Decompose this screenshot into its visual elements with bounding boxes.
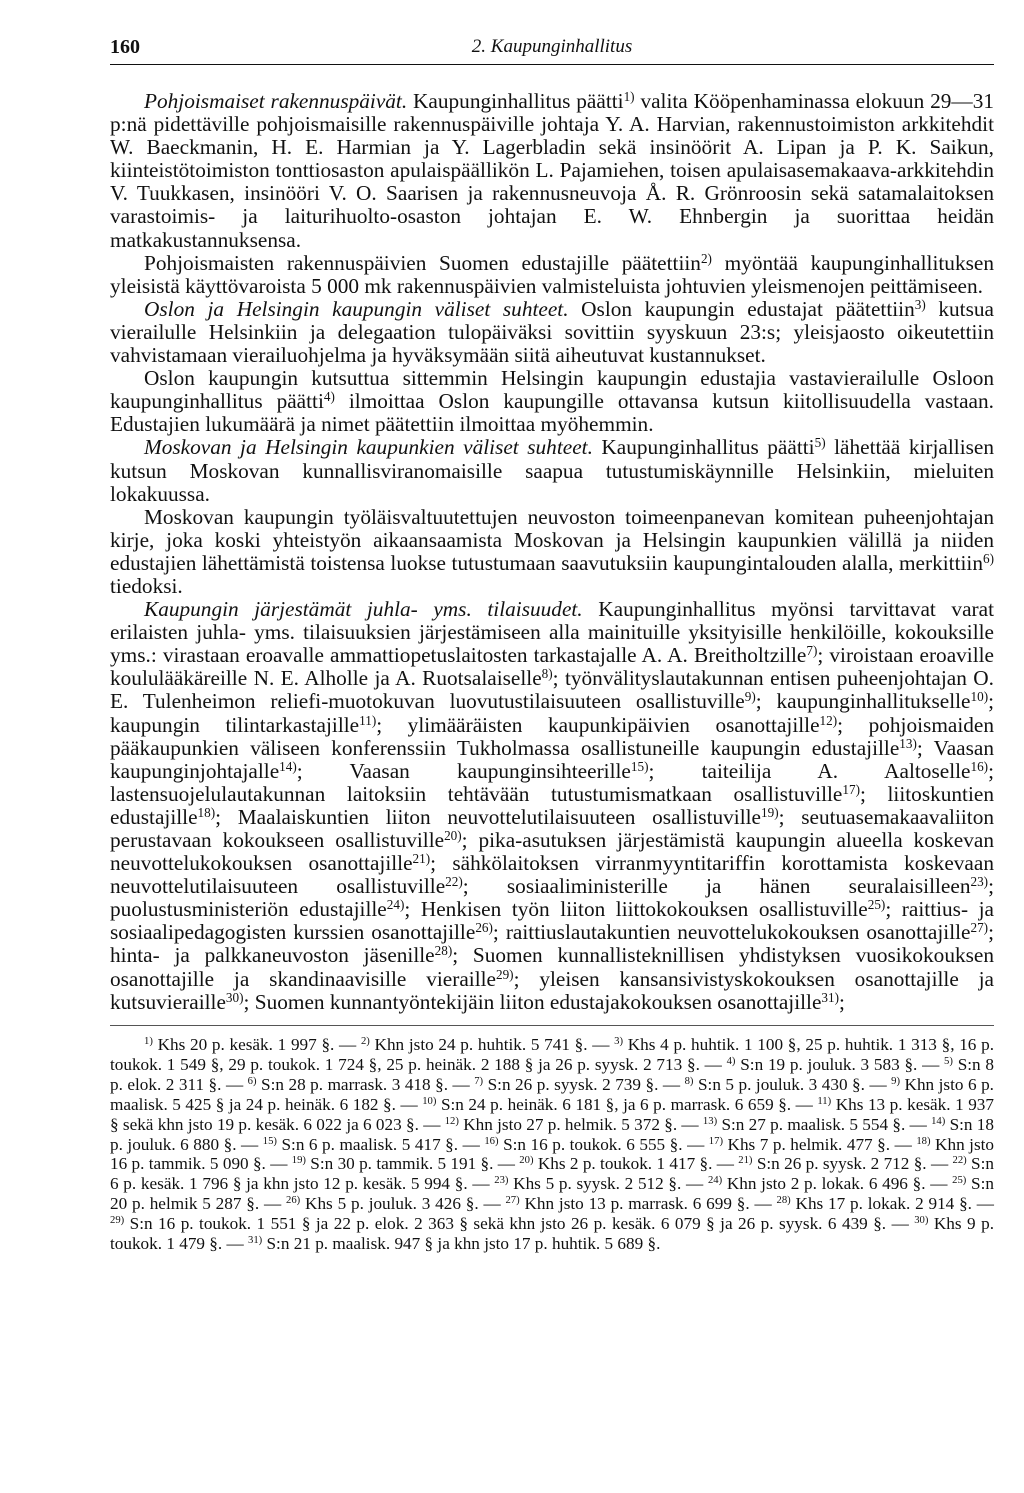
footnote-ref: 3) xyxy=(914,296,926,312)
footnote-number: 12) xyxy=(444,1115,459,1127)
footnote-number: 31) xyxy=(247,1235,263,1247)
text-run: ; pohjoismaiden pääkaupunkien väliseen konferenssiin Tukholmassa osallistuneille kaupungin edustajille xyxy=(110,712,995,760)
footnote-number: 5) xyxy=(944,1056,953,1068)
footnote-text: Khn jsto 16 p. tammik. 5 090 §. — xyxy=(110,1134,995,1174)
footnote-ref: 28) xyxy=(434,943,453,959)
footnote-number: 10) xyxy=(422,1095,437,1107)
footnote-ref: 24) xyxy=(386,897,405,913)
footnote-text: Khs 17 p. lokak. 2 914 §. — xyxy=(790,1194,994,1214)
footnote-ref: 22) xyxy=(445,873,463,889)
footnote-number: 2) xyxy=(360,1036,370,1048)
paragraph-oslo-helsinki xyxy=(110,298,994,367)
footnote-text: S:n 16 p. toukok. 6 555 §. — xyxy=(498,1134,709,1154)
footnote-number: 16) xyxy=(484,1135,499,1147)
text-run: ; ylimääräisten kaupunkipäivien osanottajille xyxy=(376,712,820,737)
footnote-text: S:n 5 p. jouluk. 3 430 §. — xyxy=(693,1074,892,1094)
section-heading: Oslon ja Helsingin kaupungin väliset suhteet. xyxy=(144,296,569,321)
footnote-number: 11) xyxy=(817,1095,832,1107)
text-run: Moskovan kaupungin työläisvaltuutettujen neuvoston toimeenpanevan komitean puheenjohtajan kirje, joka koski yhteistyön aikaansaamista Moskovan ja Helsingin kaupunkien välillä ja niiden edustajien lähettämistä toistensa luokse tutustumaan saavutuksiin kaupungintalouden alalla, merkittiin xyxy=(110,504,994,575)
footnote-ref: 10) xyxy=(970,689,989,705)
footnote-ref: 30) xyxy=(225,989,244,1005)
footnote-ref: 25) xyxy=(867,897,886,913)
footnote-text: Khs 2 p. toukok. 1 417 §. — xyxy=(533,1154,739,1174)
body-text xyxy=(110,90,994,1014)
header-rule xyxy=(110,64,994,65)
footnote-ref: 5) xyxy=(814,435,826,451)
text-run: ; hinta- ja palkkaneuvoston jäsenille xyxy=(110,920,994,968)
footnote-text: Khn jsto 24 p. huhtik. 5 741 §. — xyxy=(369,1035,615,1054)
footnote-text: Khn jsto 2 p. lokak. 6 496 §. — xyxy=(722,1174,953,1194)
section-heading: Pohjoismaiset rakennuspäivät. xyxy=(144,89,408,113)
footnote-text: S:n 18 p. jouluk. 6 880 §. — xyxy=(110,1114,994,1154)
footnote-ref: 20) xyxy=(444,827,462,843)
footnote-text: S:n 28 p. marrask. 3 418 §. — xyxy=(256,1074,475,1094)
text-run: ; kaupungin tilintarkastajille xyxy=(110,689,995,737)
footnote-text: Khn jsto 27 p. helmik. 5 372 §. — xyxy=(458,1114,703,1134)
footnote-rule xyxy=(110,1025,994,1026)
footnote-text: S:n 26 p. syysk. 2 712 §. — xyxy=(752,1154,953,1174)
text-run: ; yleisen kansansivistyskokouksen osanottajille ja kutsuvieraille xyxy=(110,966,994,1014)
text-run: lähettää kirjallisen kutsun Moskovan kunnallisviranomaisille saapua tutustumiskäynnille Helsinkiin, mieluiten lokakuussa. xyxy=(110,435,995,506)
footnote-text: S:n 20 p. helmik 5 287 §. — xyxy=(110,1174,994,1214)
text-run: ; sähkölaitoksen virranmyyntitariffin korottamista koskevaan neuvottelutilaisuuteen osallistuville xyxy=(110,851,994,899)
text-run: valita Kööpenhaminassa elokuun 29—31 p:nä pidettäville pohjoismaisille rakennuspäiville johtaja Y. A. Harvian, rakennustoimiston arkkitehdit W. Baeckmanin, H. E. Harmian ja Y. Lagerbladin sekä insinöörit A. Lipan ja P. K. Saikun, kiinteistötoimiston tonttiosaston apulaispäällikön L. Pajamiehen, toisen apulaisasemakaava-arkkitehdin V. Tuukkasen, insinööri V. O. Saarisen ja rakennusneuvoja Å. R. Grönroosin sekä satamalaitoksen varastoimis- ja laiturihuolto-osaston johtajan E. W. Ehnbergin ja suorittaa heidän matkakustannuksensa. xyxy=(110,89,994,252)
text-run: ; Suomen kunnantyöntekijäin liiton edustajakokouksen osanottajille xyxy=(243,989,822,1014)
footnote-ref: 6) xyxy=(983,550,994,566)
page-number: 160 xyxy=(110,36,140,58)
footnote-ref: 4) xyxy=(323,388,335,404)
text-run: ; raittius- ja sosiaalipedagogisten kurssien osanottajille xyxy=(110,897,994,945)
footnote-number: 7) xyxy=(474,1075,484,1087)
footnote-number: 23) xyxy=(494,1175,509,1187)
text-run: Oslon kaupungin kutsuttua sittemmin Helsingin kaupungin edustajia vastavierailulle Osloon kaupunginhallitus päätti xyxy=(110,366,994,414)
footnote-ref: 9) xyxy=(744,689,756,705)
footnote-number: 6) xyxy=(247,1075,257,1087)
footnote-ref: 14) xyxy=(279,758,297,774)
text-run: Oslon kaupungin edustajat päätettiin xyxy=(568,296,915,321)
footnote-ref: 13) xyxy=(899,735,917,751)
footnote-ref: 29) xyxy=(495,966,514,982)
footnote-ref: 27) xyxy=(970,920,989,936)
footnote-number: 22) xyxy=(952,1155,967,1167)
paragraph-nordic-building-days-grant xyxy=(110,252,994,298)
footnote-number: 8) xyxy=(684,1075,694,1087)
text-run: ; taiteilija A. Aaltoselle xyxy=(648,758,971,783)
text-run: ; Vaasan kaupunginsihteerille xyxy=(296,758,631,783)
footnote-text: S:n 16 p. toukok. 1 551 § ja 22 p. elok. 2 363 § sekä khn jsto 26 p. kesäk. 6 079 § ja 26 p. syysk. 6 439 §. — xyxy=(124,1214,915,1234)
text-run: ; seutuasemakaavaliiton perustavaan kokoukseen osallistuville xyxy=(110,804,994,852)
footnote-text: S:n 30 p. tammik. 5 191 §. — xyxy=(305,1154,520,1174)
footnote-text: Khs 4 p. huhtik. 1 100 §, 25 p. huhtik. 1 313 §, 16 p. toukok. 1 549 §, 29 p. toukok. 1 724 §, 25 p. heinäk. 2 188 § ja 26 p. syysk. 2 713 §. — xyxy=(110,1035,994,1074)
footnote-text: S:n 26 p. syysk. 2 739 §. — xyxy=(483,1074,685,1094)
footnote-text: Khs 5 p. syysk. 2 512 §. — xyxy=(508,1174,708,1194)
footnote-ref: 17) xyxy=(842,781,860,797)
footnote-ref: 26) xyxy=(475,920,493,936)
footnote-number: 28) xyxy=(776,1195,791,1207)
text-run: Pohjoismaisten rakennuspäivien Suomen edustajille päätettiin xyxy=(144,250,701,275)
paragraph-moscow-helsinki xyxy=(110,436,994,505)
footnote-text: Khn jsto 6 p. maalisk. 5 425 § ja 24 p. heinäk. 6 182 §. — xyxy=(110,1074,994,1114)
footnote-ref: 15) xyxy=(630,758,649,774)
footnote-number: 27) xyxy=(505,1195,520,1207)
footnote-number: 1) xyxy=(144,1036,153,1048)
footnote-text: Khs 7 p. helmik. 477 §. — xyxy=(723,1134,917,1154)
text-run: kutsua vierailulle Helsinkiin ja delegaation tulopäiväksi sovittiin syyskuun 23:s; yleisjaosto oikeutettiin vahvistamaan vierailuohjelma ja hyväksymään siitä aiheutuvat kustannukset. xyxy=(110,296,994,368)
footnote-number: 17) xyxy=(708,1135,724,1147)
section-heading: Moskovan ja Helsingin kaupunkien väliset suhteet. xyxy=(144,435,593,460)
paragraph-oslo-invitation xyxy=(110,367,994,436)
footnote-number: 4) xyxy=(726,1056,736,1068)
footnote-number: 19) xyxy=(291,1155,306,1167)
footnote-ref: 23) xyxy=(970,873,989,889)
text-run: Kaupunginhallitus päätti xyxy=(407,89,624,113)
footnote-text: Khs 13 p. kesäk. 1 937 § sekä khn jsto 19 p. kesäk. 6 022 ja 6 023 §. — xyxy=(110,1094,994,1134)
text-run: Kaupunginhallitus päätti xyxy=(592,435,815,460)
footnote-ref: 18) xyxy=(197,804,216,820)
text-run: ; raittiuslautakuntien neuvottelukokouksen osanottajille xyxy=(492,920,971,945)
footnote-ref: 12) xyxy=(819,712,838,728)
text-run: ; sosiaaliministerille ja hänen seuralaisilleen xyxy=(462,874,971,899)
text-run: ; puolustusministeriön edustajille xyxy=(110,874,994,922)
footnote-number: 25) xyxy=(952,1175,967,1187)
footnote-text: S:n 6 p. kesäk. 1 796 § ja khn jsto 12 p. kesäk. 5 994 §. — xyxy=(110,1154,994,1194)
footnote-text: S:n 27 p. maalisk. 5 554 §. — xyxy=(717,1114,932,1134)
footnote-text: Khs 5 p. jouluk. 3 426 §. — xyxy=(300,1194,506,1214)
text-run: myöntää kaupunginhallituksen yleisistä käyttövaroista 5 000 mk rakennuspäivien valmisteluista johtuvien yleismenojen peittämiseen. xyxy=(110,250,994,298)
footnote-text: Khn jsto 13 p. marrask. 6 699 §. — xyxy=(519,1194,777,1214)
text-run: ; xyxy=(839,989,845,1014)
footnote-text: S:n 19 p. jouluk. 3 583 §. — xyxy=(735,1054,945,1074)
footnote-ref: 7) xyxy=(806,643,818,658)
footnote-ref: 16) xyxy=(970,758,989,774)
text-run: ; liitoskuntien edustajille xyxy=(110,781,994,829)
footnote-ref: 2) xyxy=(700,250,712,266)
text-run: Kaupunginhallitus myönsi tarvittavat varat erilaisten juhla- yms. tilaisuuksien järjestämiseen alla mainituille yksityisille henkilöille, kokouksille yms.: virastaan eroavalle ammattiopetuslaitosten tarkastajalle A. A. Breitholtzille xyxy=(110,597,994,668)
footnote-number: 21) xyxy=(738,1155,753,1167)
footnote-number: 15) xyxy=(262,1135,277,1147)
paragraph-moscow-letter xyxy=(110,506,994,598)
footnote-number: 26) xyxy=(286,1195,301,1207)
footnote-text: S:n 24 p. heinäk. 6 181 §, ja 6 p. marrask. 6 659 §. — xyxy=(436,1094,818,1114)
footnote-text: S:n 6 p. maalisk. 5 417 §. — xyxy=(276,1134,485,1154)
footnotes xyxy=(110,1035,994,1254)
section-heading: Kaupungin järjestämät juhla- yms. tilaisuudet. xyxy=(144,597,583,622)
footnote-text: S:n 8 p. elok. 2 311 §. — xyxy=(110,1054,994,1094)
text-run: ilmoittaa Oslon kaupungille ottavansa kutsun kiitollisuudella vastaan. Edustajien lukumäärä ja nimet päätettiin ilmoittaa myöhemmin. xyxy=(110,389,994,437)
running-head: 2. Kaupunginhallitus xyxy=(471,36,633,57)
footnote-number: 24) xyxy=(707,1175,723,1187)
footnote-ref: 19) xyxy=(761,804,779,820)
footnote-number: 13) xyxy=(702,1115,718,1127)
page-header xyxy=(110,36,994,60)
footnote-ref: 11) xyxy=(359,712,377,728)
footnote-text: Khs 9 p. toukok. 1 479 §. — xyxy=(110,1214,994,1254)
footnote-ref: 8) xyxy=(541,666,553,682)
footnote-number: 3) xyxy=(614,1036,624,1048)
text-run: ; Maalaiskuntien liiton neuvottelutilaisuuteen osallistuville xyxy=(215,804,761,829)
text-run: ; Suomen kunnallisteknillisen yhdistyksen vuosikokouksen osanottajille ja skandinaavisille vieraille xyxy=(110,943,994,991)
footnote-text: S:n 21 p. maalisk. 947 § ja khn jsto 17 p. huhtik. 5 689 §. xyxy=(262,1234,661,1254)
paragraph-nordic-building-days xyxy=(110,90,994,252)
footnote-ref: 1) xyxy=(623,88,635,104)
text-run: ; lastensuojelulautakunnan laitoksiin tehtävään tutustumismatkaan osallistuville xyxy=(110,758,994,806)
text-run: ; pika-asutuksen järjestämistä kaupungin alueella koskevan neuvottelukokouksen osanottajille xyxy=(110,828,994,876)
text-run: ; Vaasan kaupunginjohtajalle xyxy=(110,735,994,783)
text-run: ; Henkisen työn liiton liittokokouksen osallistuville xyxy=(404,897,868,922)
paragraph-city-events xyxy=(110,598,994,1014)
footnote-number: 14) xyxy=(931,1115,946,1127)
footnote-number: 18) xyxy=(916,1135,931,1147)
text-run: ; viroistaan eroaville koululääkäreille N. E. Alholle ja A. Ruotsalaiselle xyxy=(110,643,995,691)
footnote-number: 9) xyxy=(891,1075,901,1087)
text-run: ; kaupunginhallitukselle xyxy=(755,689,971,714)
footnote-number: 30) xyxy=(914,1215,929,1227)
text-run: ; työnvälityslautakunnan entisen puheenjohtajan O. E. Tulenheimon reliefi-muotokuvan luovutustilaisuuteen osallistuville xyxy=(110,666,994,714)
footnote-number: 20) xyxy=(519,1155,534,1167)
footnote-text: Khs 20 p. kesäk. 1 997 §. — xyxy=(152,1035,361,1054)
footnote-ref: 21) xyxy=(412,850,431,866)
footnote-ref: 31) xyxy=(821,989,839,1005)
text-run: tiedoksi. xyxy=(110,573,183,598)
footnote-number: 29) xyxy=(110,1215,125,1227)
